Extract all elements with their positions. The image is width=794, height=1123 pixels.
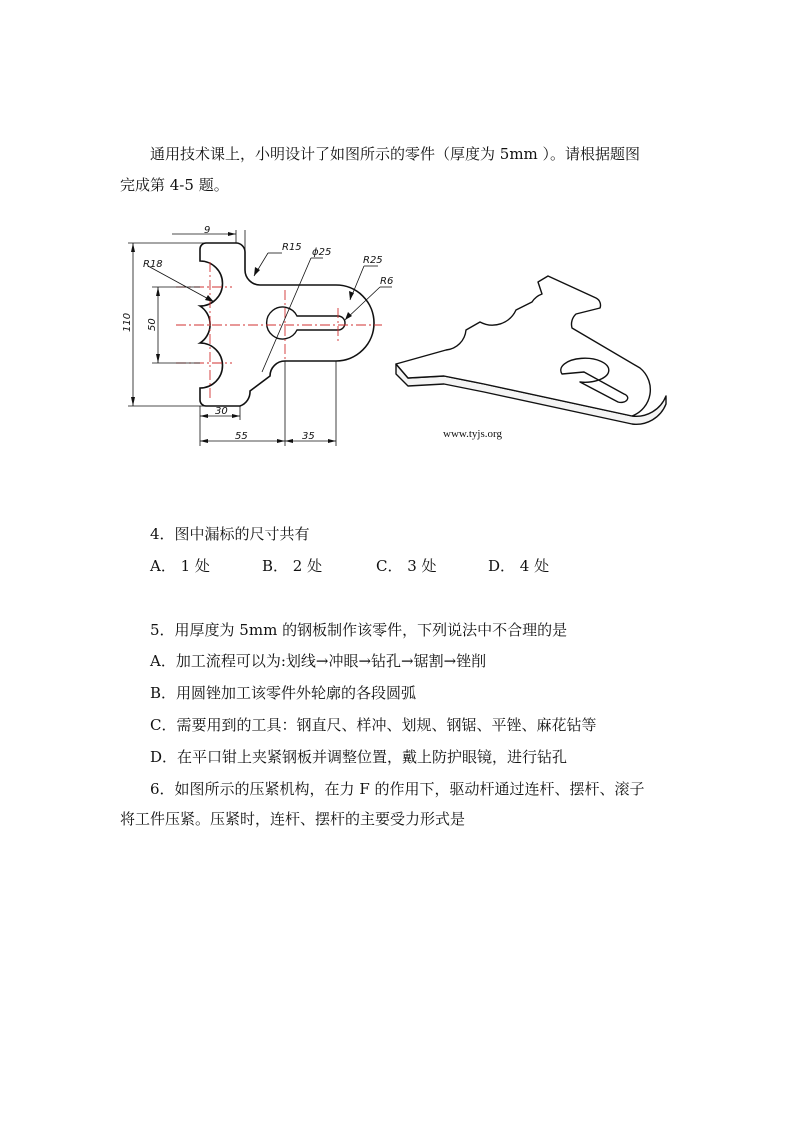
dim-r18: R18 (143, 259, 163, 270)
centerlines (176, 262, 382, 398)
dim-110: 110 (122, 312, 133, 332)
q5-option-d: D．在平口钳上夹紧钢板并调整位置，戴上防护眼镜，进行钻孔 (150, 748, 568, 766)
dimension-arrows (131, 232, 354, 443)
q5-option-a: A．加工流程可以为:划线→冲眼→钻孔→锯割→锉削 (150, 652, 487, 670)
q5-stem: 5．用厚度为 5mm 的钢板制作该零件，下列说法中不合理的是 (150, 621, 568, 639)
front-view-drawing (200, 243, 374, 406)
dim-r6: R6 (380, 276, 394, 287)
watermark-text: www.tyjs.org (443, 428, 502, 440)
q6-line-1: 6．如图所示的压紧机构，在力 F 的作用下，驱动杆通过连杆、摆杆、滚子 (150, 780, 645, 798)
q4-option-d: D． 4 处 (488, 557, 550, 575)
dim-phi25: ϕ25 (312, 247, 332, 258)
q5-option-c: C．需要用到的工具：钢直尺、样冲、划规、钢锯、平锉、麻花钻等 (150, 716, 597, 734)
dim-35: 35 (302, 431, 315, 442)
dimension-lines (128, 230, 392, 446)
dim-r15: R15 (282, 242, 302, 253)
dim-50: 50 (147, 318, 158, 331)
part-outline (200, 243, 374, 406)
isometric-view-drawing (396, 276, 666, 424)
intro-line-1: 通用技术课上，小明设计了如图所示的零件（厚度为 5mm ）。请根据题图 (150, 145, 641, 163)
q4-option-c: C． 3 处 (376, 557, 437, 575)
dim-r25: R25 (363, 255, 383, 266)
q5-option-b: B．用圆锉加工该零件外轮廓的各段圆弧 (150, 684, 417, 702)
dim-30: 30 (215, 406, 228, 417)
q4-option-a: A． 1 处 (150, 557, 210, 575)
intro-line-2: 完成第 4-5 题。 (120, 176, 229, 194)
q4-option-b: B． 2 处 (262, 557, 323, 575)
dim-55: 55 (235, 431, 248, 442)
q6-line-2: 将工件压紧。压紧时，连杆、摆杆的主要受力形式是 (120, 810, 466, 828)
q4-stem: 4．图中漏标的尺寸共有 (150, 525, 310, 543)
dim-9: 9 (204, 225, 211, 236)
